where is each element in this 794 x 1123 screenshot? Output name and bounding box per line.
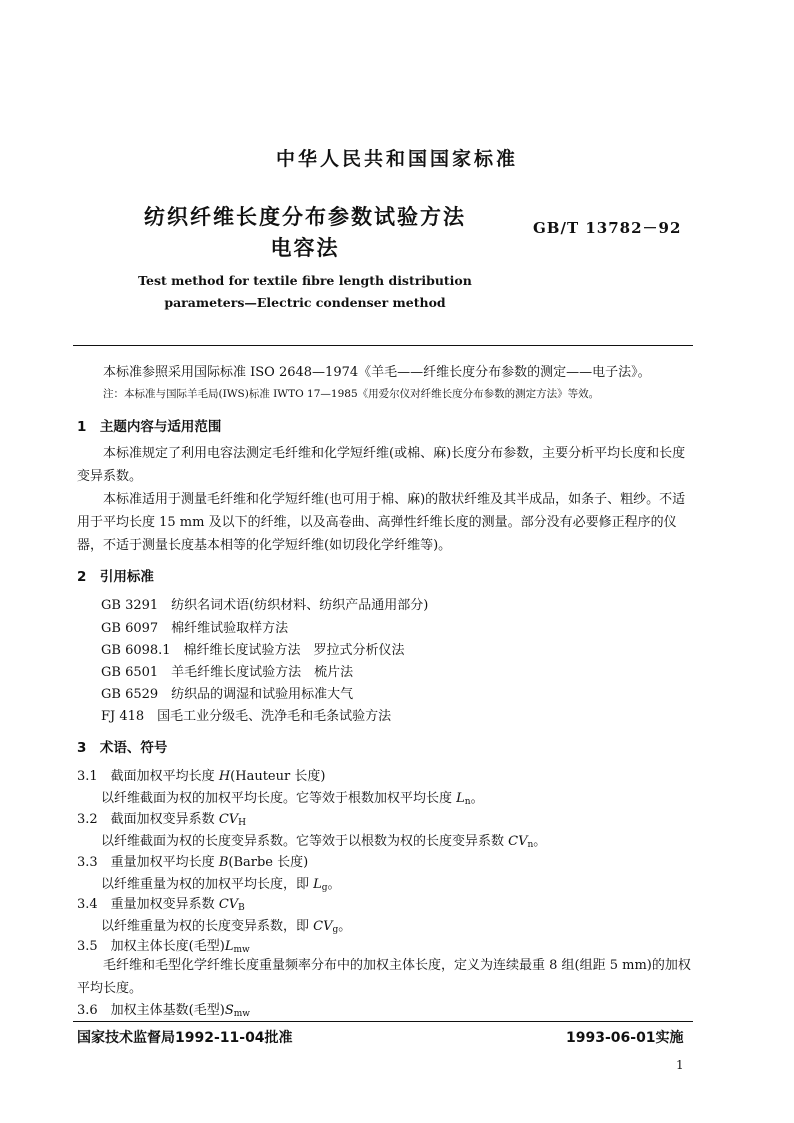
term-3-2-title: [77, 808, 246, 828]
term-3-4-definition-subscript: g: [332, 925, 339, 935]
term-3-5-definition: 毛纤维和毛型化学纤维长度重量频率分布中的加权主体长度，定义为连续最重 8 组(组距 5 mm)的加权平均长度。: [77, 958, 691, 996]
term-3-3-title: [77, 851, 308, 870]
term-3-4-definition-text: 以纤维重量为权的长度变异系数，即: [101, 919, 314, 934]
term-3-1-title: [77, 765, 325, 784]
term-3-4-label: 3.4 重量加权变异系数: [77, 897, 219, 912]
term-3-2-definition: [101, 830, 546, 850]
document-title-line2: 电容法: [270, 236, 340, 260]
term-3-5-subscript: mw: [233, 945, 250, 955]
term-3-6-label: 3.6 加权主体基数(毛型): [77, 1003, 225, 1018]
reference-item: GB 6098.1 棉纤维长度试验方法 罗拉式分析仪法: [101, 643, 405, 658]
page-number: 1: [676, 1058, 684, 1072]
term-3-1-definition-end: 。: [470, 791, 484, 806]
reference-standard-statement: 本标准参照采用国际标准 ISO 2648—1974《羊毛——纤维长度分布参数的测定——电子法》。: [103, 365, 651, 380]
term-3-6-symbol: S: [224, 1003, 234, 1018]
term-3-2-definition-text: 以纤维截面为权的长度变异系数。它等效于以根数为权的长度变异系数: [101, 834, 509, 849]
section-1-heading: 1 主题内容与适用范围: [77, 419, 222, 435]
section-1-paragraph-1: 本标准规定了利用电容法测定毛纤维和化学短纤维(或棉、麻)长度分布参数，主要分析平均长度和长度变异系数。: [77, 446, 686, 484]
term-3-2-definition-subscript: n: [527, 840, 534, 850]
approval-statement: 国家技术监督局1992-11-04批准: [77, 1030, 293, 1046]
footer-rule: [73, 1021, 693, 1022]
national-standard-header: 中华人民共和国国家标准: [275, 148, 518, 170]
term-3-5-title: [77, 935, 250, 955]
term-3-3-definition-symbol: L: [313, 877, 322, 892]
term-3-3-definition: [101, 873, 341, 893]
reference-item: GB 6501 羊毛纤维长度试验方法 梳片法: [101, 665, 354, 680]
equivalence-note: 注：本标准与国际羊毛局(IWS)标准 IWTO 17—1985《用爱尔仪对纤维长度分布参数的测定方法》等效。: [103, 388, 600, 400]
term-3-2-definition-symbol: CV: [508, 834, 528, 849]
term-3-4-definition-symbol: CV: [313, 919, 333, 934]
term-3-6-title: [77, 999, 250, 1019]
english-title-line1: Test method for textile fibre length distribution: [138, 273, 472, 288]
term-3-2-subscript: H: [238, 818, 247, 828]
term-3-3-symbol: B: [218, 855, 229, 870]
term-3-3-label: 3.3 重量加权平均长度: [77, 855, 219, 870]
term-3-3-definition-text: 以纤维重量为权的加权平均长度，即: [101, 877, 314, 892]
reference-item: GB 6097 棉纤维试验取样方法: [101, 621, 289, 636]
term-3-1-label: 3.1 截面加权平均长度: [77, 769, 219, 784]
section-3-heading: 3 术语、符号: [77, 740, 168, 756]
term-3-5-label: 3.5 加权主体长度(毛型): [77, 939, 225, 954]
term-3-4-definition: [101, 915, 351, 935]
term-3-1-definition: [101, 787, 484, 807]
term-3-2-symbol: CV: [218, 812, 239, 827]
term-3-3-definition-subscript: g: [321, 883, 328, 893]
term-3-4-title: [77, 893, 245, 913]
reference-item: GB 3291 纺织名词术语(纺织材料、纺织产品通用部分): [101, 598, 429, 613]
term-3-4-definition-end: 。: [338, 919, 352, 934]
english-title-line2: parameters—Electric condenser method: [164, 295, 446, 310]
term-3-1-definition-subscript: n: [464, 797, 471, 807]
term-3-4-subscript: B: [238, 903, 245, 913]
term-3-5-definition-block: [77, 954, 691, 1000]
term-3-1-symbol: H: [218, 769, 231, 784]
term-3-3-definition-end: 。: [327, 877, 341, 892]
term-3-6-subscript: mw: [233, 1009, 250, 1019]
standard-number: GB/T 13782－92: [533, 219, 682, 237]
term-3-2-label: 3.2 截面加权变异系数: [77, 812, 219, 827]
reference-item: GB 6529 纺织品的调湿和试验用标准大气: [101, 687, 354, 702]
reference-item: FJ 418 国毛工业分级毛、洗净毛和毛条试验方法: [101, 709, 392, 724]
term-3-5-symbol: L: [224, 939, 234, 954]
term-3-2-definition-end: 。: [533, 834, 547, 849]
section-2-heading: 2 引用标准: [77, 569, 154, 585]
term-3-4-symbol: CV: [218, 897, 239, 912]
section-1-paragraph-2: 本标准适用于测量毛纤维和化学短纤维(也可用于棉、麻)的散状纤维及其半成品，如条子、粗纱。不适用于平均长度 15 mm 及以下的纤维，以及高卷曲、高弹性纤维长度的测量。部分没有必要修正程序的仪器，不适于测量长度基本相等的化学短纤维(如切段化学纤维等)。: [77, 492, 686, 553]
term-3-1-label-suffix: (Hauteur 长度): [230, 769, 326, 784]
effective-date-statement: 1993-06-01实施: [566, 1030, 684, 1046]
section-1-body: [77, 442, 691, 557]
term-3-1-definition-symbol: L: [456, 791, 465, 806]
term-3-3-label-suffix: (Barbe 长度): [228, 855, 309, 870]
header-rule: [73, 345, 693, 346]
term-3-1-definition-text: 以纤维截面为权的加权平均长度。它等效于根数加权平均长度: [101, 791, 457, 806]
document-title-line1: 纺织纤维长度分布参数试验方法: [144, 205, 466, 229]
